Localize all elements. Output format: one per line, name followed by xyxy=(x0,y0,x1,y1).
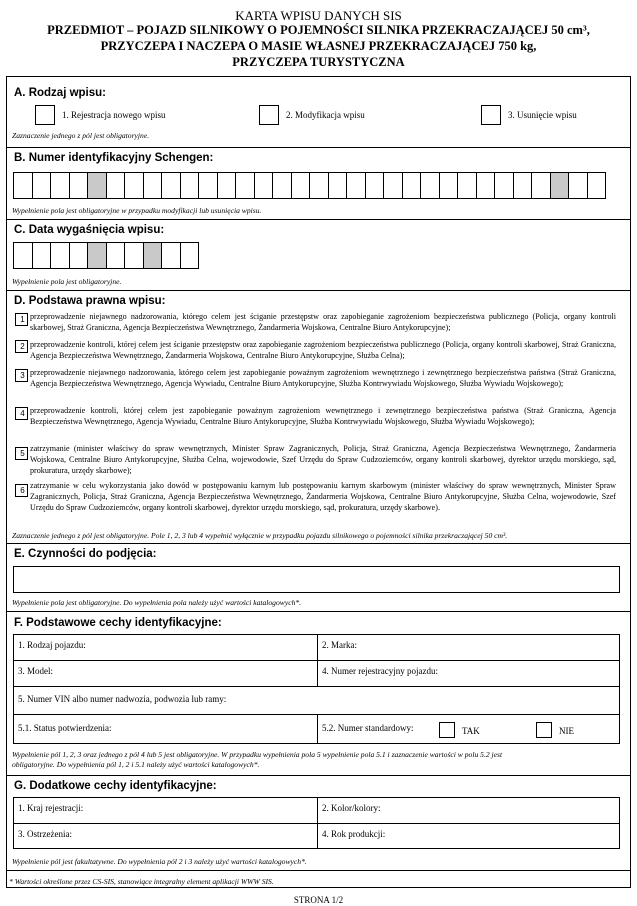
label-modify-entry: 2. Modyfikacja wpisu xyxy=(286,110,365,120)
warnings-field[interactable]: 3. Ostrzeżenia: xyxy=(18,829,72,839)
char-cell[interactable] xyxy=(495,172,514,199)
vin-field[interactable]: 5. Numer VIN albo numer nadwozia, podwozia lub ramy: xyxy=(18,694,227,704)
make-field[interactable]: 2. Marka: xyxy=(322,640,357,650)
section-b-divider xyxy=(6,147,631,148)
char-cell[interactable] xyxy=(14,172,33,199)
footnote-divider xyxy=(6,870,631,871)
standard-number-label: 5.2. Numer standardowy: xyxy=(322,723,414,733)
production-year-field[interactable]: 4. Rok produkcji: xyxy=(322,829,386,839)
char-cell[interactable] xyxy=(569,172,588,199)
legal-basis-text-1: przeprowadzenie niejawnego nadzorowania, którego celem jest ściganie przestępstw oraz zapobieganie zagrożeniom bezpieczeństwa publicznego (Policja, organy kontroli skarbowej, Straż Graniczna, Agencja Bezpieczeństwa Wewnętrznego, Żandarmeria Wojskowa, Centralne Biuro Antykorupcyjne); xyxy=(30,312,616,332)
grid-line xyxy=(13,686,620,687)
char-cell[interactable] xyxy=(588,172,607,199)
form-title-line2: PRZEDMIOT – POJAZD SILNIKOWY O POJEMNOŚCI SILNIKA PRZEKRACZAJĄCEJ 50 cm³, xyxy=(47,23,590,37)
char-cell[interactable] xyxy=(162,242,181,269)
expiry-date-field[interactable] xyxy=(13,242,199,269)
label-new-entry: 1. Rejestracja nowego wpisu xyxy=(62,110,166,120)
char-cell[interactable] xyxy=(310,172,329,199)
checkbox-new-entry[interactable] xyxy=(35,105,55,125)
char-cell[interactable] xyxy=(532,172,551,199)
page-number: STRONA 1/2 xyxy=(293,895,344,905)
standard-number-yes-checkbox[interactable] xyxy=(439,722,455,738)
checkbox-delete-entry[interactable] xyxy=(481,105,501,125)
registration-number-field[interactable]: 4. Numer rejestracyjny pojazdu: xyxy=(322,666,438,676)
registration-country-field[interactable]: 1. Kraj rejestracji: xyxy=(18,803,84,813)
char-cell[interactable] xyxy=(162,172,181,199)
catalog-footnote: * Wartości określone przez CS-SIS, stanowiące integralny element aplikacji WWW SIS. xyxy=(9,877,274,886)
char-cell[interactable] xyxy=(421,172,440,199)
section-g-divider xyxy=(6,775,631,776)
section-f-note-line2: obligatoryjne. Do wypełnienia pól 1, 2 i 5.1 należy użyć wartości katalogowych*. xyxy=(12,760,260,769)
char-cell[interactable] xyxy=(88,242,107,269)
char-cell[interactable] xyxy=(181,172,200,199)
char-cell[interactable] xyxy=(144,242,163,269)
form-title-line3: PRZYCZEPA I NACZEPA O MASIE WŁASNEJ PRZEKRACZAJĄCEJ 750 kg, xyxy=(100,39,537,53)
section-b-note: Wypełnienie pola jest obligatoryjne w przypadku modyfikacji lub usunięcia wpisu. xyxy=(12,206,262,215)
standard-number-no-label: NIE xyxy=(559,726,574,736)
legal-basis-num-4: 4 xyxy=(20,409,25,418)
legal-basis-text-4: przeprowadzenie kontroli, której celem jest zapobieganie poważnym zagrożeniom wewnętrznego i zewnętrznego bezpieczeństwa państwa (Straż Graniczna, Agencja Bezpieczeństwa Wewnętrznego, Agencja Wywiadu, Centralne Biuro Antykorupcyjne, Służba Kontrwywiadu Wojskowego, Służba Wywiadu Wojskowego); xyxy=(30,406,616,426)
char-cell[interactable] xyxy=(33,172,52,199)
section-f-title: F. Podstawowe cechy identyfikacyjne: xyxy=(14,617,222,629)
char-cell[interactable] xyxy=(440,172,459,199)
section-b-title: B. Numer identyfikacyjny Schengen: xyxy=(14,152,214,164)
section-a-title: A. Rodzaj wpisu: xyxy=(14,87,106,99)
grid-line xyxy=(317,714,318,744)
legal-basis-num-3: 3 xyxy=(20,371,25,380)
legal-basis-text-5: zatrzymanie (minister właściwy do spraw wewnętrznych, Minister Spraw Zagranicznych, Policja, Straż Graniczna, Agencja Bezpieczeństwa Wewnętrznego, Żandarmeria Wojskowa, Centralne Biuro Antykorupcyjne, Służba Celna, wojewodowie, Szef Urzędu do Spraw Cudzoziemców, organy kontroli skarbowej, dyrektor urzędu morskiego, sąd, prokuratura, urzędy skarbowe); xyxy=(30,444,616,475)
char-cell[interactable] xyxy=(273,172,292,199)
char-cell[interactable] xyxy=(514,172,533,199)
char-cell[interactable] xyxy=(51,172,70,199)
section-c-title: C. Data wygaśnięcia wpisu: xyxy=(14,224,165,236)
char-cell[interactable] xyxy=(70,242,89,269)
legal-basis-num-1: 1 xyxy=(20,315,25,324)
section-e-title: E. Czynności do podjęcia: xyxy=(14,548,157,560)
char-cell[interactable] xyxy=(329,172,348,199)
section-a-note: Zaznaczenie jednego z pól jest obligatoryjne. xyxy=(12,131,150,140)
char-cell[interactable] xyxy=(551,172,570,199)
char-cell[interactable] xyxy=(384,172,403,199)
section-e-note: Wypełnienie pola jest obligatoryjne. Do wypełnienia pola należy użyć wartości katalogowych*. xyxy=(12,598,302,607)
char-cell[interactable] xyxy=(199,172,218,199)
char-cell[interactable] xyxy=(403,172,422,199)
char-cell[interactable] xyxy=(477,172,496,199)
char-cell[interactable] xyxy=(236,172,255,199)
char-cell[interactable] xyxy=(107,242,126,269)
char-cell[interactable] xyxy=(88,172,107,199)
char-cell[interactable] xyxy=(144,172,163,199)
schengen-id-field[interactable] xyxy=(13,172,606,199)
section-c-note: Wypełnienie pola jest obligatoryjne. xyxy=(12,277,122,286)
char-cell[interactable] xyxy=(70,172,89,199)
char-cell[interactable] xyxy=(366,172,385,199)
model-field[interactable]: 3. Model: xyxy=(18,666,53,676)
legal-basis-num-5: 5 xyxy=(20,449,25,458)
legal-basis-num-2: 2 xyxy=(20,342,25,351)
char-cell[interactable] xyxy=(107,172,126,199)
label-delete-entry: 3. Usunięcie wpisu xyxy=(508,110,577,120)
form-title-line1: KARTA WPISU DANYCH SIS xyxy=(235,8,402,23)
char-cell[interactable] xyxy=(181,242,200,269)
grid-line xyxy=(317,634,318,686)
legal-basis-text-3: przeprowadzenie niejawnego nadzorowania, którego celem jest zapobieganie poważnym zagrożeniom wewnętrznego i zewnętrznego bezpieczeństwa państwa (Straż Graniczna, Agencja Bezpieczeństwa Wewnętrznego, Agencja Wywiadu, Centralne Biuro Antykorupcyjne, Służba Kontrwywiadu Wojskowego, Służba Wywiadu Wojskowego); xyxy=(30,368,616,388)
char-cell[interactable] xyxy=(125,172,144,199)
section-d-title: D. Podstawa prawna wpisu: xyxy=(14,295,166,307)
section-e-divider xyxy=(6,543,631,544)
legal-basis-text-6: zatrzymanie w celu wykorzystania jako dowód w postępowaniu karnym lub postępowaniu karnym skarbowym (minister właściwy do spraw wewnętrznych, Minister Spraw Zagranicznych, Policja, Straż Graniczna, Agencja Bezpieczeństwa Wewnętrznego, Żandarmeria Wojskowa, Centralne Biuro Antykorupcyjne, Służba Celna, wojewodowie, Szef Urzędu do Spraw Cudzoziemców, organy kontroli skarbowej, dyrektor urzędu morskiego, sąd, prokuratura, urzędy skarbowe). xyxy=(30,481,616,512)
section-g-title: G. Dodatkowe cechy identyfikacyjne: xyxy=(14,780,217,792)
char-cell[interactable] xyxy=(51,242,70,269)
standard-number-yes-label: TAK xyxy=(462,726,480,736)
standard-number-no-checkbox[interactable] xyxy=(536,722,552,738)
legal-basis-num-6: 6 xyxy=(20,486,25,495)
char-cell[interactable] xyxy=(347,172,366,199)
vehicle-type-field[interactable]: 1. Rodzaj pojazdu: xyxy=(18,640,86,650)
legal-basis-text-2: przeprowadzenie kontroli, której celem jest ściganie przestępstw oraz zapobieganie zagrożeniom bezpieczeństwa publicznego (Policja, organy kontroli skarbowej, Straż Graniczna, Agencja Bezpieczeństwa Wewnętrznego, Żandarmeria Wojskowa, Centralne Biuro Antykorupcyjne, Służba Celna); xyxy=(30,340,616,360)
checkbox-modify-entry[interactable] xyxy=(259,105,279,125)
char-cell[interactable] xyxy=(218,172,237,199)
confirmation-status-field[interactable]: 5.1. Status potwierdzenia: xyxy=(18,723,112,733)
grid-line xyxy=(317,797,318,849)
section-c-divider xyxy=(6,219,631,220)
char-cell[interactable] xyxy=(14,242,33,269)
char-cell[interactable] xyxy=(255,172,274,199)
section-f-note-line1: Wypełnienie pól 1, 2, 3 oraz jednego z pól 4 lub 5 jest obligatoryjne. W przypadku wypełnienia pola 5 wypełnienie pola 5.1 i zaznaczenie wartości w polu 5.2 jest xyxy=(12,750,503,759)
char-cell[interactable] xyxy=(33,242,52,269)
section-d-divider xyxy=(6,290,631,291)
form-title-line4: PRZYCZEPA TURYSTYCZNA xyxy=(232,55,405,69)
colour-field[interactable]: 2. Kolor/kolory: xyxy=(322,803,381,813)
actions-to-take-field[interactable] xyxy=(13,566,620,593)
char-cell[interactable] xyxy=(292,172,311,199)
section-g-note: Wypełnienie pól jest fakultatywne. Do wypełnienia pól 2 i 3 należy użyć wartości katalogowych*. xyxy=(12,857,307,866)
section-f-divider xyxy=(6,611,631,612)
char-cell[interactable] xyxy=(458,172,477,199)
section-d-note: Zaznaczenie jednego z pól jest obligatoryjne. Pole 1, 2, 3 lub 4 wypełnić wyłącznie w przypadku pojazdu silnikowego o pojemności silnika przekraczającej 50 cm³. xyxy=(12,531,508,540)
char-cell[interactable] xyxy=(125,242,144,269)
